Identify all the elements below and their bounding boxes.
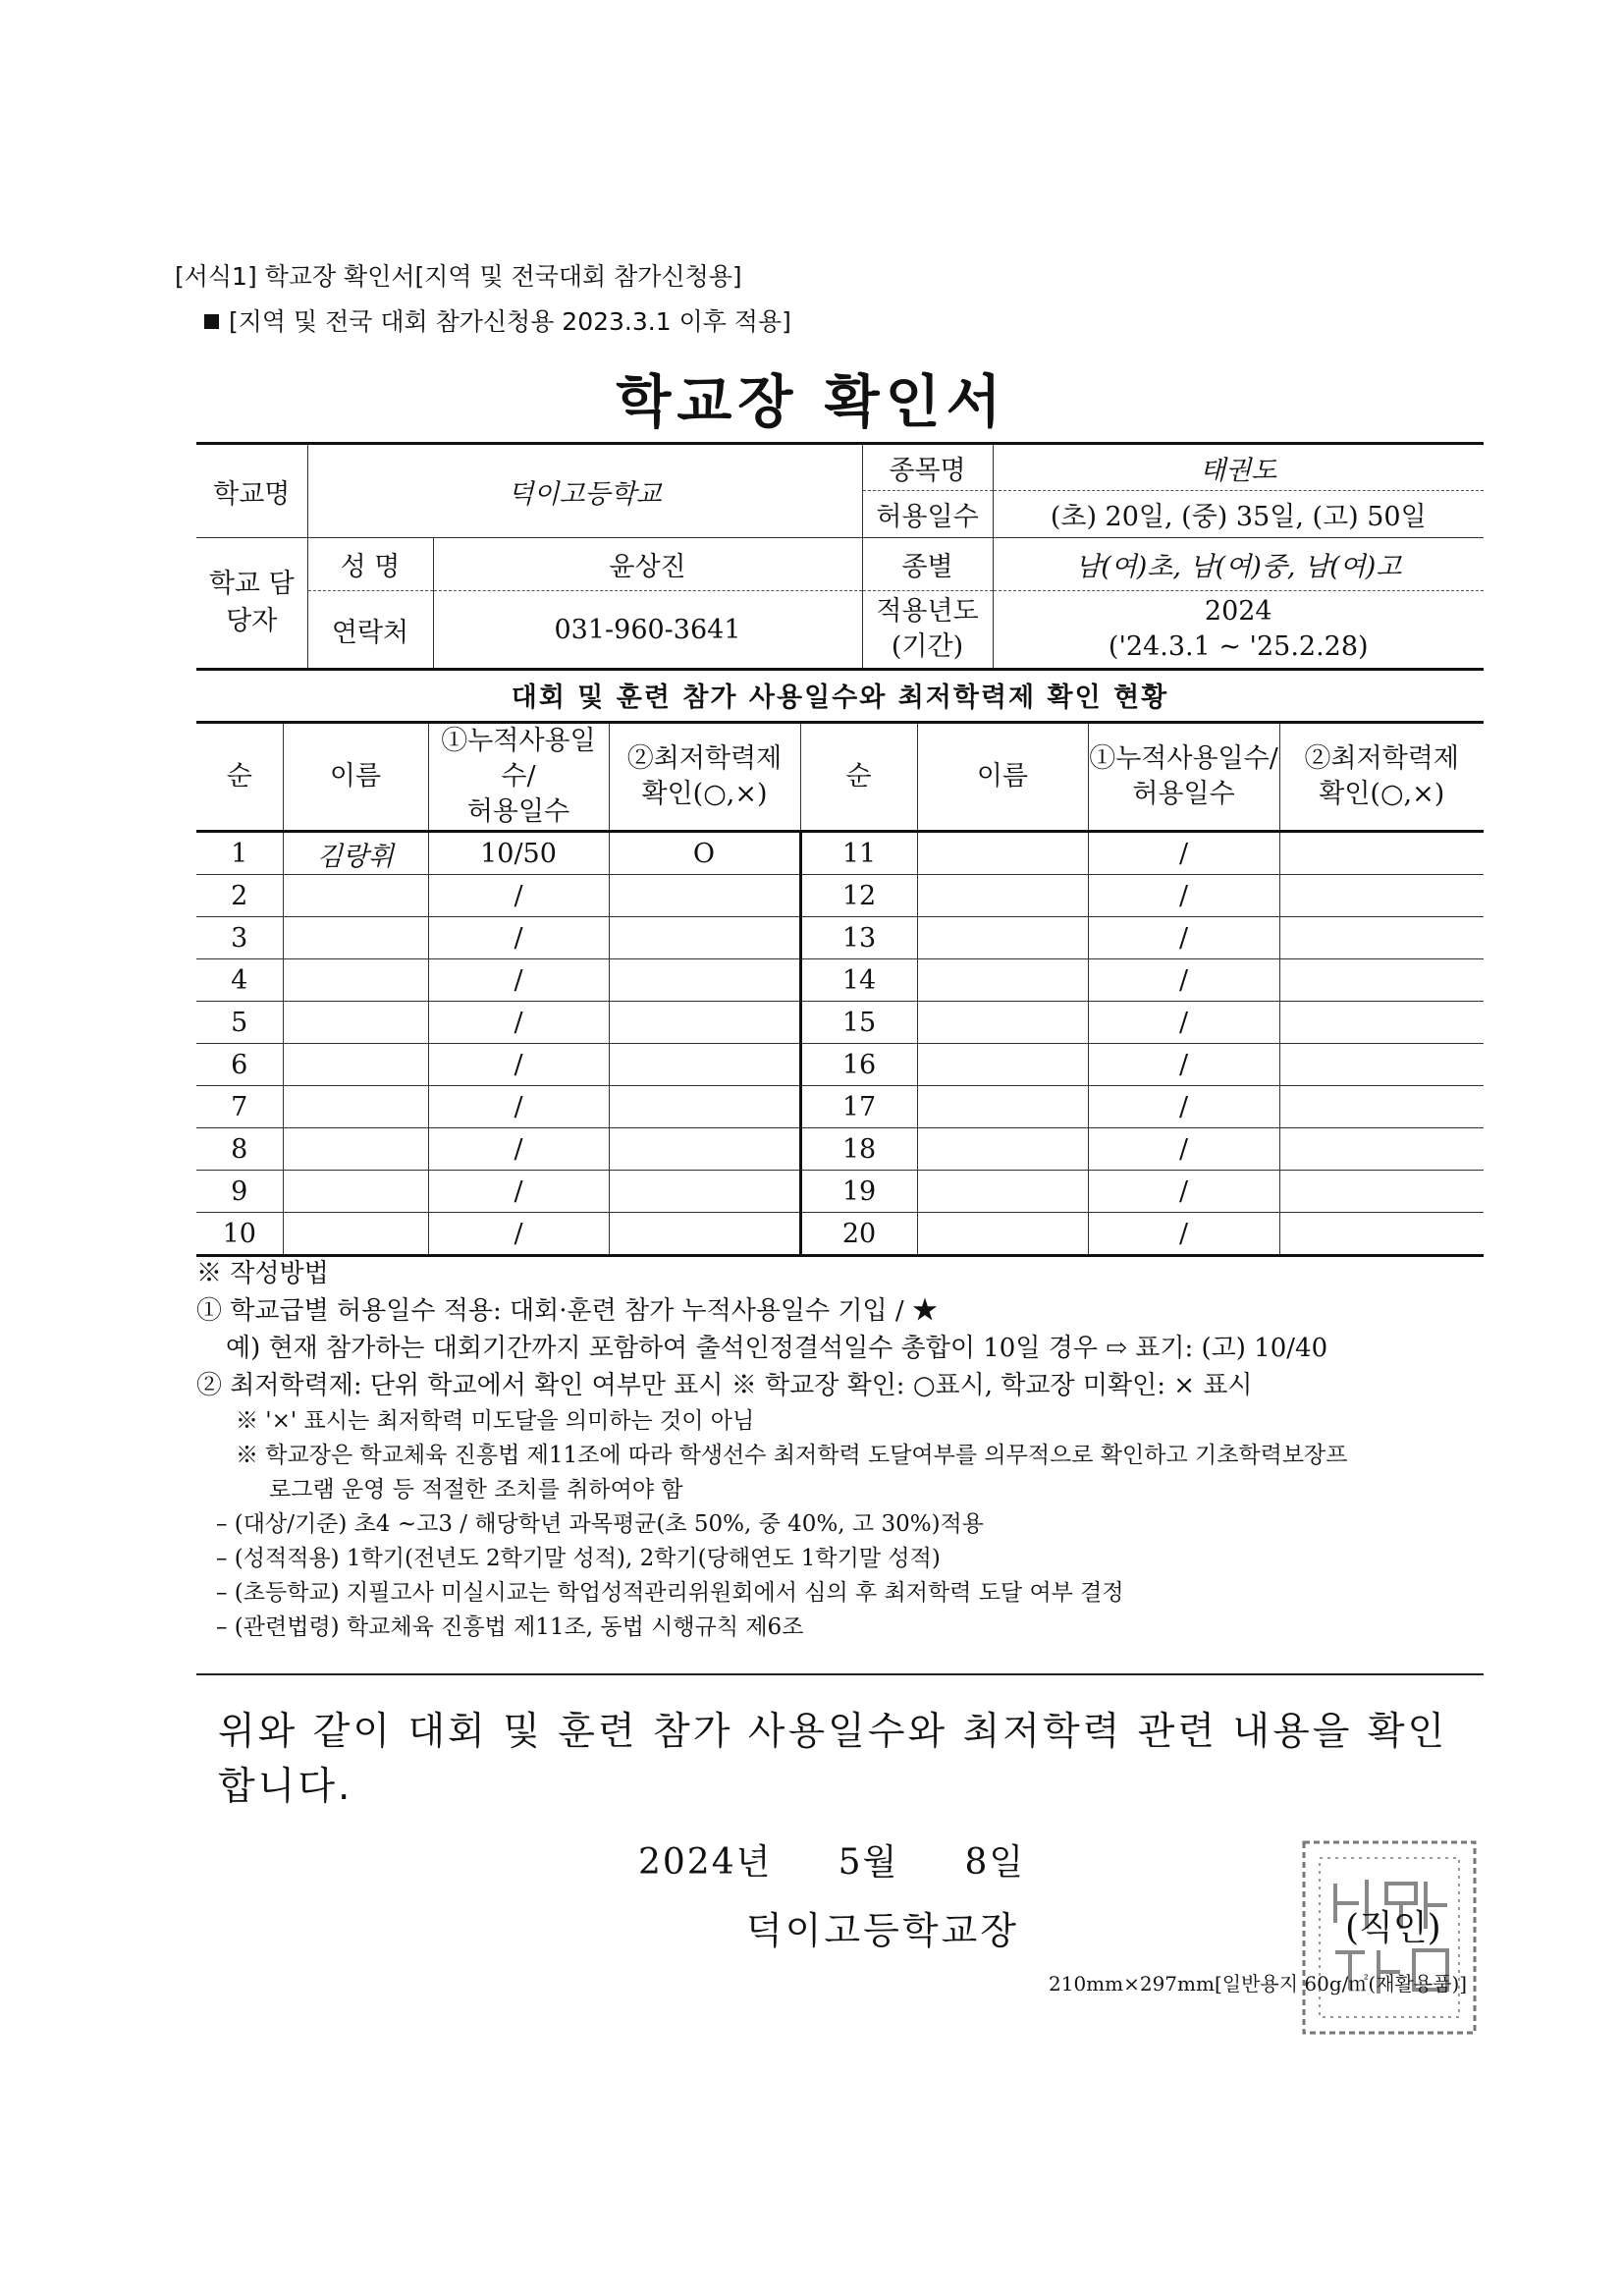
cell-no: 10 [196, 1213, 283, 1256]
cell-days: / [428, 1086, 609, 1128]
cell-no: 15 [800, 1002, 917, 1044]
paper-spec: 210mm×297mm[일반용지 60g/㎡(재활용품)] [1049, 1972, 1468, 1995]
school-value: 덕이고등학교 [307, 444, 862, 538]
notes-line: – (관련법령) 학교체육 진흥법 제11조, 동법 시행규칙 제6조 [216, 1614, 804, 1640]
cell-no: 17 [800, 1086, 917, 1128]
cell-name: 김랑휘 [283, 832, 428, 875]
cell-days: / [428, 917, 609, 959]
table-row [196, 1128, 1484, 1171]
cell-no: 7 [196, 1086, 283, 1128]
cell-check [1279, 1002, 1484, 1044]
cell-no: 12 [800, 875, 917, 917]
year-label: 적용년도 (기간) [862, 591, 993, 670]
cell-no: 18 [800, 1128, 917, 1171]
cell-check [609, 959, 800, 1002]
cell-check [1279, 917, 1484, 959]
cell-check [1279, 1213, 1484, 1256]
table-row [196, 1171, 1484, 1213]
name-value: 윤상진 [433, 538, 862, 591]
cell-no: 6 [196, 1044, 283, 1086]
cell-no: 4 [196, 959, 283, 1002]
cell-name [917, 875, 1088, 917]
cell-no: 3 [196, 917, 283, 959]
cell-no: 2 [196, 875, 283, 917]
cell-days: / [428, 875, 609, 917]
square-bullet-icon [204, 314, 219, 329]
table-header-row [196, 723, 1484, 832]
notes-line: ※ 학교장은 학교체육 진흥법 제11조에 따라 학생선수 최저학력 도달여부를 의무적으로 확인하고 기초학력보장프 [236, 1443, 1348, 1468]
col-days-header-right [1088, 723, 1279, 832]
cell-check [609, 1044, 800, 1086]
cell-check [1279, 1086, 1484, 1128]
cell-days: / [428, 959, 609, 1002]
name-label: 성 명 [307, 538, 433, 591]
cell-name [917, 832, 1088, 875]
table-row [196, 875, 1484, 917]
cell-days: / [428, 1128, 609, 1171]
sport-label: 종목명 [862, 444, 993, 491]
col-days-header [428, 723, 609, 832]
cell-days: / [1088, 1044, 1279, 1086]
cell-name [283, 1044, 428, 1086]
cell-name [283, 1002, 428, 1044]
status-heading: 대회 및 훈련 참가 사용일수와 최저학력제 확인 현황 [511, 683, 1169, 713]
cell-no: 19 [800, 1171, 917, 1213]
sign-year: 2024년 [638, 1842, 773, 1883]
cell-name [917, 1044, 1088, 1086]
phone-label: 연락처 [307, 591, 433, 670]
cell-check [609, 917, 800, 959]
col-name-header-right: 이름 [917, 723, 1088, 832]
cell-check [609, 875, 800, 917]
cell-days: 10/50 [428, 832, 609, 875]
cell-days: / [1088, 832, 1279, 875]
cell-days: / [428, 1002, 609, 1044]
cell-no: 11 [800, 832, 917, 875]
cell-days: / [428, 1044, 609, 1086]
confirmation-text: 위와 같이 대회 및 훈련 참가 사용일수와 최저학력 관련 내용을 확인합니다. [218, 1710, 1448, 1809]
notes-line: ※ '×' 표시는 최저학력 미도달을 의미하는 것이 아님 [236, 1408, 755, 1434]
cell-name [917, 1213, 1088, 1256]
cell-name [917, 1128, 1088, 1171]
cell-no: 20 [800, 1213, 917, 1256]
year-value: 2024 [1204, 596, 1272, 627]
notes-line: ① 학교급별 허용일수 적용: 대회·훈련 참가 누적사용일수 기입 / ★ [196, 1296, 938, 1326]
days-value: (초) 20일, (중) 35일, (고) 50일 [993, 491, 1484, 538]
col-check-header-right-line1: ②최저학력제 [1304, 743, 1459, 774]
sign-date [638, 1834, 1025, 1885]
cell-days: / [1088, 1086, 1279, 1128]
col-check-header-right [1279, 723, 1484, 832]
col-days-header-right-line2: 허용일수 [1132, 779, 1235, 809]
table-row [196, 917, 1484, 959]
cell-name [917, 959, 1088, 1002]
info-table [196, 442, 1484, 671]
cell-days: / [1088, 1213, 1279, 1256]
year-cell [993, 591, 1484, 670]
col-days-header-right-line1: ①누적사용일수/ [1089, 743, 1278, 774]
cell-days: / [428, 1171, 609, 1213]
cell-days: / [1088, 917, 1279, 959]
cell-days: / [1088, 1171, 1279, 1213]
cell-name [917, 1002, 1088, 1044]
cell-check [1279, 1128, 1484, 1171]
cell-check [609, 1086, 800, 1128]
cell-check [609, 1171, 800, 1213]
table-row [196, 832, 1484, 875]
cell-name [283, 1213, 428, 1256]
table-row [196, 1002, 1484, 1044]
cell-name [917, 1086, 1088, 1128]
col-check-header-line2: 확인(○,×) [641, 779, 768, 809]
col-check-header [609, 723, 800, 832]
cell-name [283, 917, 428, 959]
col-no-header: 순 [196, 723, 283, 832]
cell-name [283, 875, 428, 917]
sign-month: 5월 [838, 1842, 899, 1883]
divider [196, 1673, 1484, 1675]
contact-group-label: 학교 담당자 [196, 538, 307, 670]
cell-check: O [609, 832, 800, 875]
table-row [196, 959, 1484, 1002]
cell-no: 14 [800, 959, 917, 1002]
notes-heading: ※ 작성방법 [196, 1259, 329, 1288]
table-row [196, 1086, 1484, 1128]
cell-check [609, 1002, 800, 1044]
cell-days: / [1088, 1002, 1279, 1044]
period-value: ('24.3.1 ~ '25.2.28) [1108, 631, 1369, 662]
col-name-header: 이름 [283, 723, 428, 832]
notes-line: – (초등학교) 지필고사 미실시교는 학업성적관리위원회에서 심의 후 최저학력 도달 여부 결정 [216, 1580, 1124, 1606]
sport-value: 태권도 [993, 444, 1484, 491]
form-subtitle-text: [지역 및 전국 대회 참가신청용 2023.3.1 이후 적용] [229, 307, 791, 336]
notes-line: – (대상/기준) 초4 ~고3 / 해당학년 과목평균(초 50%, 중 40%, 고 30%)적용 [216, 1511, 984, 1537]
cell-no: 13 [800, 917, 917, 959]
notes-line: 로그램 운영 등 적절한 조치를 취하여야 함 [269, 1477, 683, 1503]
gender-label: 종별 [862, 538, 993, 591]
form-subtitle [204, 302, 791, 338]
sign-day: 8일 [964, 1842, 1026, 1883]
cell-name [917, 1171, 1088, 1213]
days-label: 허용일수 [862, 491, 993, 538]
form-label: [서식1] 학교장 확인서[지역 및 전국대회 참가신청용] [175, 262, 742, 291]
cell-check [609, 1128, 800, 1171]
status-table [196, 721, 1484, 1257]
cell-check [1279, 875, 1484, 917]
cell-no: 16 [800, 1044, 917, 1086]
cell-name [283, 959, 428, 1002]
col-days-header-line1: ①누적사용일수/ [441, 726, 596, 792]
cell-name [917, 917, 1088, 959]
document-title: 학교장 확인서 [616, 368, 1007, 435]
phone-value: 031-960-3641 [433, 591, 862, 670]
instructions [196, 1255, 1492, 1645]
notes-line: 예) 현재 참가하는 대회기간까지 포함하여 출석인정결석일수 총합이 10일 경우 ⇨ 표기: (고) 10/40 [226, 1334, 1328, 1363]
table-row [196, 1044, 1484, 1086]
notes-line: – (성적적용) 1학기(전년도 2학기말 성적), 2학기(당해연도 1학기말 성적) [216, 1546, 941, 1571]
seal-label: (직인) [1345, 1908, 1441, 1948]
cell-check [1279, 959, 1484, 1002]
gender-value: 남(여)초, 남(여)중, 남(여)고 [993, 538, 1484, 591]
cell-no: 5 [196, 1002, 283, 1044]
cell-name [283, 1128, 428, 1171]
cell-no: 9 [196, 1171, 283, 1213]
school-label: 학교명 [196, 444, 307, 538]
cell-no: 1 [196, 832, 283, 875]
cell-no: 8 [196, 1128, 283, 1171]
cell-check [1279, 1044, 1484, 1086]
notes-line: ② 최저학력제: 단위 학교에서 확인 여부만 표시 ※ 학교장 확인: ○표시, 학교장 미확인: × 표시 [196, 1371, 1253, 1400]
principal-name: 덕이고등학교장 [746, 1909, 1019, 1952]
table-row [196, 1213, 1484, 1256]
cell-name [283, 1171, 428, 1213]
cell-check [1279, 1171, 1484, 1213]
col-check-header-right-line2: 확인(○,×) [1319, 779, 1445, 809]
cell-check [609, 1213, 800, 1256]
cell-days: / [1088, 959, 1279, 1002]
cell-days: / [428, 1213, 609, 1256]
cell-days: / [1088, 875, 1279, 917]
col-no-header-right: 순 [800, 723, 917, 832]
cell-name [283, 1086, 428, 1128]
cell-days: / [1088, 1128, 1279, 1171]
col-check-header-line1: ②최저학력제 [626, 743, 783, 774]
col-days-header-line2: 허용일수 [466, 796, 570, 827]
cell-check [1279, 832, 1484, 875]
